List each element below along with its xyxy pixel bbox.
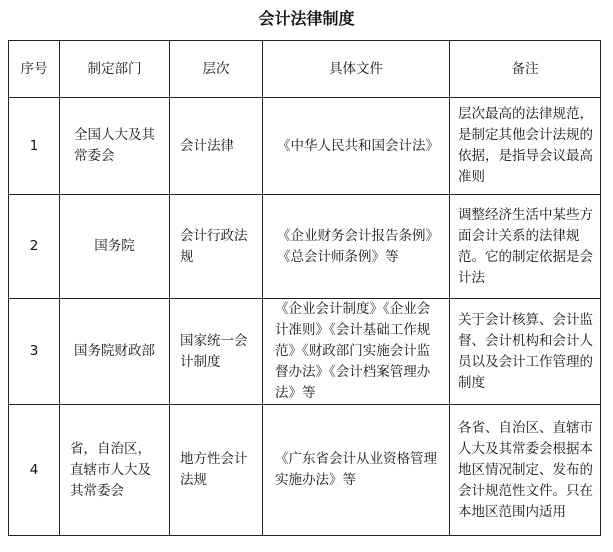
header-note: 备注 [450, 41, 601, 98]
cell-level: 国家统一会计制度 [170, 299, 263, 405]
cell-no: 2 [9, 195, 60, 299]
cell-level: 会计法律 [170, 98, 263, 195]
cell-note: 关于会计核算、会计监督、会计机构和会计人员以及会计工作管理的制度 [450, 299, 601, 405]
accounting-law-table [8, 40, 601, 536]
cell-no: 4 [9, 405, 60, 536]
cell-level: 会计行政法规 [170, 195, 263, 299]
cell-no: 3 [9, 299, 60, 405]
table-row [9, 195, 601, 299]
cell-docs: 《企业财务会计报告条例》《总会计师条例》等 [263, 195, 450, 299]
cell-docs: 《中华人民共和国会计法》 [263, 98, 450, 195]
cell-note: 调整经济生活中某些方面会计关系的法律规范。它的制定依据是会计法 [450, 195, 601, 299]
header-dept: 制定部门 [60, 41, 170, 98]
header-level: 层次 [170, 41, 263, 98]
cell-note: 各省、自治区、直辖市人大及其常委会根据本地区情况制定、发布的会计规范性文件。只在本地区范围内适用 [450, 405, 601, 536]
table-row [9, 299, 601, 405]
cell-docs: 《广东省会计从业资格管理实施办法》等 [263, 405, 450, 536]
cell-dept: 国务院财政部 [60, 299, 170, 405]
table-title: 会计法律制度 [258, 9, 355, 28]
header-no: 序号 [9, 41, 60, 98]
cell-dept: 国务院 [60, 195, 170, 299]
header-docs: 具体文件 [263, 41, 450, 98]
header-row [9, 41, 601, 98]
cell-dept: 省，自治区，直辖市人大及其常委会 [60, 405, 170, 536]
cell-docs: 《企业会计制度》《企业会计准则》《会计基础工作规范》《财政部门实施会计监督办法》《会计档案管理办法》等 [263, 299, 450, 405]
cell-note: 层次最高的法律规范，是制定其他会计法规的依据，是指导会议最高准则 [450, 98, 601, 195]
cell-level: 地方性会计法规 [170, 405, 263, 536]
table-row [9, 405, 601, 536]
table-row [9, 98, 601, 195]
cell-dept: 全国人大及其常委会 [60, 98, 170, 195]
cell-no: 1 [9, 98, 60, 195]
